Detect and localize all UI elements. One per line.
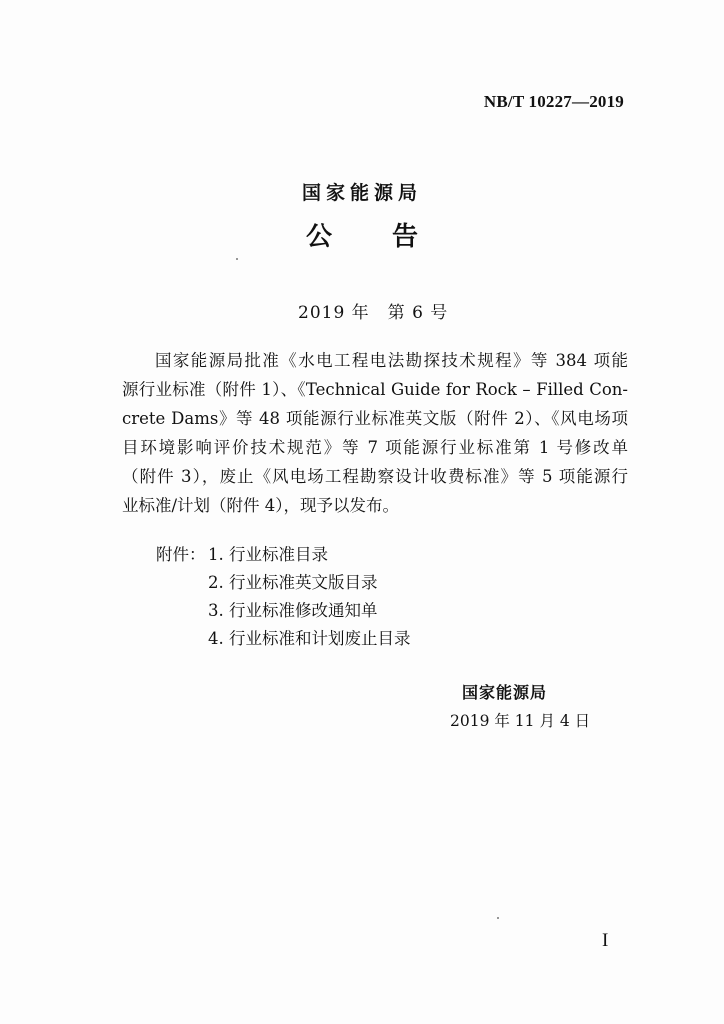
standard-code: NB/T 10227—2019: [483, 92, 624, 111]
attachment-text: 4. 行业标准和计划废止目录: [208, 629, 411, 648]
attachment-text: 1. 行业标准目录: [208, 545, 328, 564]
attachments-label: 附件：: [156, 545, 206, 564]
body-line: （附件 3），废止《风电场工程勘察设计收费标准》等 5 项能源行: [122, 467, 628, 486]
attachments-list: [156, 541, 411, 653]
announcement-number: 2019 年 第 6 号: [298, 303, 449, 323]
announcement-title: 公告: [305, 222, 478, 252]
attachment-text: 3. 行业标准修改通知单: [208, 601, 378, 620]
signature-issuer: 国家能源局: [462, 683, 548, 702]
body-line: crete Dams》等 48 项能源行业标准英文版（附件 2）、《风电场项: [122, 409, 628, 428]
body-line: 源行业标准（附件 1）、《Technical Guide for Rock – Filled Con-: [122, 380, 628, 399]
scan-speck: [497, 917, 499, 919]
issuer-heading: 国家能源局: [301, 182, 422, 204]
signature-date: 2019 年 11 月 4 日: [450, 712, 591, 730]
attachment-item: [156, 541, 411, 569]
attachment-item: [156, 625, 411, 653]
body-line: 国家能源局批准《水电工程电法勘探技术规程》等 384 项能: [155, 351, 628, 370]
body-line: 业标准/计划（附件 4），现予以发布。: [122, 496, 400, 515]
body-line: 目环境影响评价技术规范》等 7 项能源行业标准第 1 号修改单: [122, 438, 628, 457]
page-number: I: [602, 930, 609, 951]
scan-speck: [236, 258, 238, 260]
announcement-body: [122, 346, 628, 520]
attachment-item: [156, 569, 411, 597]
attachment-text: 2. 行业标准英文版目录: [208, 573, 378, 592]
attachment-item: [156, 597, 411, 625]
